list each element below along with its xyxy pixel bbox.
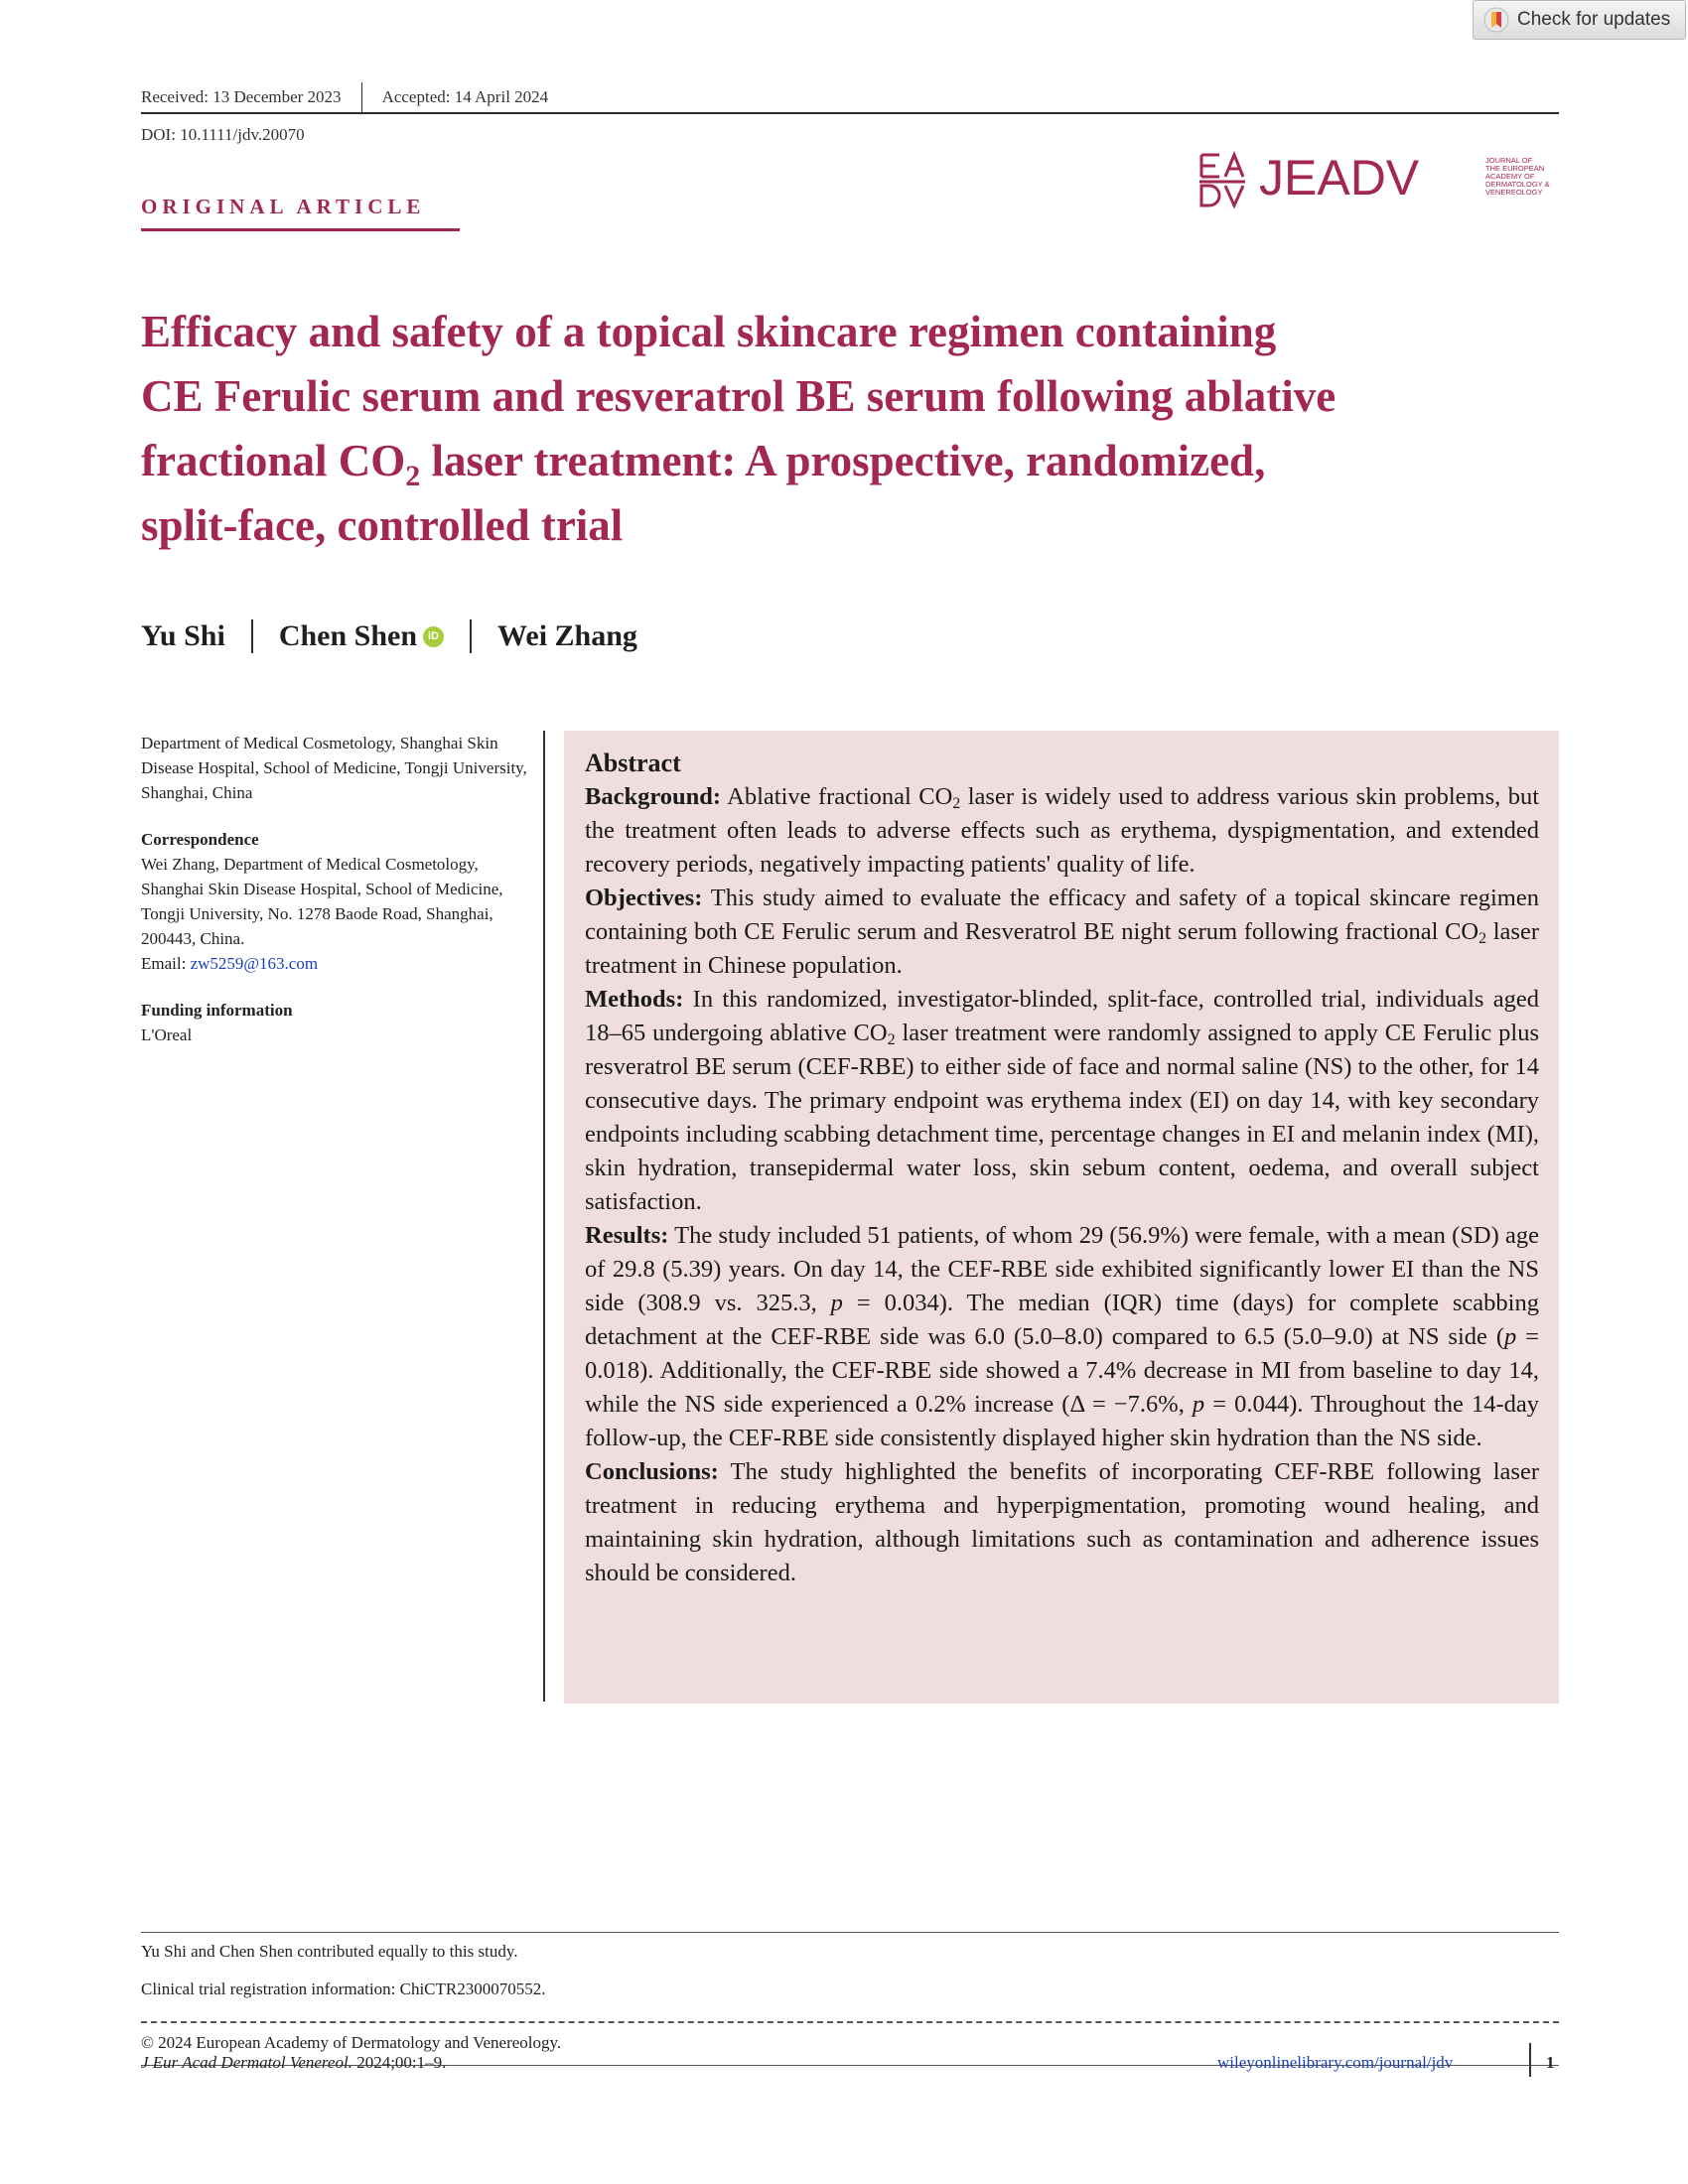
results-text: = 0.018). Additionally, the CEF-RBE side showed a 7.4% decrease in MI from baseline to day 14, while the NS side experienced a 0.2% increase (Δ = −7.6%,	[585, 1323, 1539, 1418]
abstract-objectives	[585, 882, 1539, 983]
title-subscript: 2	[405, 460, 421, 492]
abstract-conclusions	[585, 1455, 1539, 1590]
subscript: 2	[887, 1031, 896, 1048]
copyright: © 2024 European Academy of Dermatology and Venereology.	[141, 2033, 562, 2052]
funding-block	[141, 998, 533, 1047]
objectives-text: This study aimed to evaluate the efficacy and safety of a topical skincare regimen containing both CE Ferulic serum and Resveratrol BE night serum following fractional CO	[585, 885, 1539, 945]
abstract-results	[585, 1219, 1539, 1455]
article-type-label: ORIGINAL ARTICLE	[141, 195, 426, 218]
conclusions-text: The study highlighted the benefits of incorporating CEF-RBE following laser treatment in reducing erythema and hyperpigmentation, promoting wound healing, and maintaining skin hydration, although limitations such as contamination and adherence issues should be considered.	[585, 1458, 1539, 1586]
orcid-icon[interactable]: iD	[423, 626, 444, 647]
email-link[interactable]: zw5259@163.com	[190, 954, 319, 973]
abstract-methods	[585, 983, 1539, 1219]
p-symbol: p	[830, 1290, 843, 1316]
article-type-underline	[141, 228, 460, 231]
p-symbol: p	[1503, 1323, 1517, 1350]
logo-tagline-5: VENEREOLOGY	[1485, 188, 1543, 197]
subscript: 2	[952, 795, 961, 812]
title-line-1: Efficacy and safety of a topical skincare regimen containing	[141, 307, 1277, 356]
author-name[interactable]: Chen Shen	[278, 619, 418, 652]
correspondence-text: Wei Zhang, Department of Medical Cosmetology, Shanghai Skin Disease Hospital, School of Medicine, Tongji University, No. 1278 Baode Road, Shanghai, 200443, China.	[141, 855, 503, 948]
logo-tagline-3: ACADEMY OF	[1485, 172, 1535, 181]
meta-divider	[361, 82, 362, 112]
logo-tagline-2: THE EUROPEAN	[1485, 164, 1545, 173]
received-date: Received: 13 December 2023	[141, 87, 342, 106]
logo-name: JEADV	[1259, 150, 1420, 205]
author-divider	[251, 619, 253, 653]
funding-heading: Funding information	[141, 1001, 293, 1020]
results-text: The study included 51 patients, of whom 29 (56.9%) were female, with a mean (SD) age of 29.8 (5.39) years. On day 14, the CEF-RBE side exhibited significantly lower EI than the NS side (308.9 vs. 325.3,	[585, 1222, 1539, 1316]
title-line-2: CE Ferulic serum and resveratrol BE serum following ablative	[141, 371, 1336, 421]
footnote-rule	[141, 1932, 1559, 1933]
funding-text: L'Oreal	[141, 1025, 193, 1044]
bookmark-badge-icon	[1483, 7, 1509, 33]
correspondence-block	[141, 827, 533, 976]
check-for-updates-button[interactable]	[1473, 0, 1686, 40]
p-symbol: p	[1192, 1391, 1205, 1418]
footnote-equal-contribution: Yu Shi and Chen Shen contributed equally to this study.	[141, 1942, 518, 1961]
abstract-box	[564, 731, 1559, 1704]
author-divider	[470, 619, 472, 653]
jeadv-logo	[1199, 149, 1557, 208]
page-number: 1	[1546, 2053, 1555, 2072]
objectives-text: laser treatment in Chinese population.	[585, 918, 1540, 979]
journal-name: J Eur Acad Dermatol Venereol.	[141, 2053, 352, 2072]
accepted-date: Accepted: 14 April 2024	[381, 87, 549, 106]
logo-tagline-4: DERMATOLOGY &	[1485, 180, 1550, 189]
journal-citation: 2024;00:1–9.	[352, 2053, 447, 2072]
methods-text: In this randomized, investigator-blinded, split-face, controlled trial, individuals aged 18–65 undergoing ablative CO	[585, 986, 1539, 1046]
objectives-label: Objectives:	[585, 885, 703, 911]
article-title	[141, 300, 1511, 558]
author-name[interactable]: Yu Shi	[141, 619, 225, 652]
email-label: Email:	[141, 954, 191, 973]
title-line-3b: laser treatment: A prospective, randomized,	[420, 436, 1266, 485]
check-for-updates-label: Check for updates	[1517, 9, 1671, 30]
journal-url-link[interactable]: wileyonlinelibrary.com/journal/jdv	[1217, 2053, 1454, 2072]
footer-citation	[141, 2053, 446, 2073]
results-text: = 0.044). Throughout the 14-day follow-up, the CEF-RBE side consistently displayed higher skin hydration than the NS side.	[585, 1391, 1539, 1451]
header-rule	[141, 112, 1559, 114]
results-text: = 0.034). The median (IQR) time (days) for complete scabbing detachment at the CEF-RBE side was 6.0 (5.0–8.0) compared to 6.5 (5.0–9.0) at NS side (	[585, 1290, 1539, 1350]
footer-divider	[1529, 2043, 1531, 2077]
subscript: 2	[1478, 930, 1487, 947]
background-text: laser is widely used to address various skin problems, but the treatment often leads to adverse effects such as erythema, dyspigmentation, and extended recovery periods, negatively impacting patients' quality of life.	[585, 783, 1539, 878]
methods-text: laser treatment were randomly assigned to apply CE Ferulic plus resveratrol BE serum (CEF-RBE) to either side of face and normal saline (NS) to the other, for 14 consecutive days. The primary endpoint was erythema index (EI) on day 14, with key secondary endpoints including scabbing detachment time, percentage changes in EI and melanin index (MI), skin hydration, transepidermal water loss, skin sebum content, oedema, and overall subject satisfaction.	[585, 1020, 1539, 1215]
conclusions-label: Conclusions:	[585, 1458, 719, 1485]
sidebar-divider	[543, 731, 545, 1702]
methods-label: Methods:	[585, 986, 684, 1013]
article-dates	[141, 82, 548, 112]
title-line-3a: fractional CO	[141, 436, 406, 485]
affiliation: Department of Medical Cosmetology, Shanghai Skin Disease Hospital, School of Medicine, Tongji University, Shanghai, China	[141, 734, 527, 802]
results-label: Results:	[585, 1222, 669, 1249]
footnote-trial-registration: Clinical trial registration information: ChiCTR2300070552.	[141, 1979, 546, 1998]
abstract-heading: Abstract	[585, 749, 681, 777]
article-sidebar	[141, 731, 533, 1069]
abstract-background	[585, 780, 1539, 882]
doi[interactable]: DOI: 10.1111/jdv.20070	[141, 125, 305, 144]
background-label: Background:	[585, 783, 722, 810]
background-text: Ablative fractional CO	[721, 783, 953, 810]
correspondence-heading: Correspondence	[141, 830, 259, 849]
author-list	[141, 619, 637, 653]
logo-tagline-1: JOURNAL OF	[1485, 156, 1533, 165]
title-line-4: split-face, controlled trial	[141, 500, 624, 550]
footnote-dashed-rule	[141, 2021, 1559, 2023]
author-name[interactable]: Wei Zhang	[497, 619, 637, 652]
